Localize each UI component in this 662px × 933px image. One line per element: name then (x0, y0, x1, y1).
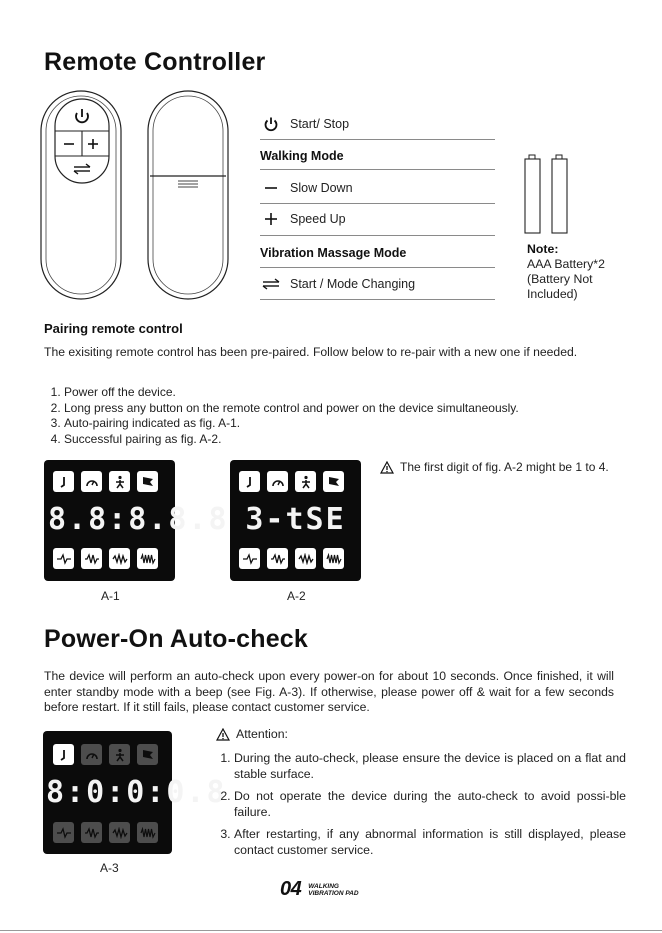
vibration-level-2-icon (267, 548, 288, 569)
warning-icon (380, 461, 394, 474)
timer-icon (239, 471, 260, 492)
vibration-level-1-icon (53, 548, 74, 569)
attention-list (216, 750, 626, 864)
list-item: 4. Successful pairing as fig. A-2. (64, 432, 644, 448)
list-item: 3. Auto-pairing indicated as fig. A-1. (64, 416, 644, 432)
list-item: 2. Long press any button on the remote control and power on the device simultaneously. (64, 401, 644, 417)
segment-display: 8:0:0:0.8 (46, 775, 227, 810)
vibration-level-3-icon (109, 822, 130, 843)
vibration-level-4-icon (137, 548, 158, 569)
minus-icon (260, 181, 282, 195)
legend-slow-down: Slow Down (260, 172, 495, 204)
remote-back-illustration (147, 90, 231, 302)
page-bottom-rule (0, 930, 662, 931)
list-item: 3. After restarting, if any abnormal information is still displayed, please contact customer service. (234, 826, 626, 858)
vibration-level-3-icon (295, 548, 316, 569)
vibration-level-2-icon (81, 548, 102, 569)
figure-caption-a2: A-2 (287, 589, 306, 603)
display-panel-a2 (230, 460, 361, 581)
speed-icon (81, 744, 102, 765)
attention-label: Attention: (216, 727, 288, 741)
display-panel-a3 (43, 731, 227, 854)
mode-switch-icon (260, 278, 282, 290)
walker-icon (109, 744, 130, 765)
segment-display: 3-tSE (245, 502, 346, 537)
page-number: 04 (280, 878, 302, 900)
battery-note: Note: AAA Battery*2 (Battery Not Included) (527, 242, 605, 301)
vibration-level-2-icon (81, 822, 102, 843)
plus-icon (260, 212, 282, 226)
figure-caption-a3: A-3 (100, 861, 119, 875)
figure-tip: The first digit of fig. A-2 might be 1 to 4. (380, 460, 609, 474)
timer-icon (53, 744, 74, 765)
speed-icon (267, 471, 288, 492)
legend-vibration-mode: Vibration Massage Mode (260, 238, 495, 268)
list-item: 2. Do not operate the device during the auto-check to avoid possi-ble failure. (234, 788, 626, 820)
autocheck-intro: The device will perform an auto-check upon every power-on for about 10 seconds. Once finished, it will enter standby mode with a beep (see Fig. A-3). If otherwise, please power off & wait for a few seconds before restart. If it still fails, please contact customer service. (44, 669, 614, 714)
pairing-heading: Pairing remote control (44, 321, 183, 336)
pairing-steps (46, 385, 644, 447)
brand-mark: WALKING VIBRATION PAD (308, 882, 359, 897)
remote-front-illustration (40, 90, 124, 302)
flag-icon (137, 744, 158, 765)
pairing-intro: The exisiting remote control has been pre-paired. Follow below to re-pair with a new one if needed. (44, 345, 578, 359)
vibration-level-1-icon (239, 548, 260, 569)
legend-start-stop: Start/ Stop (260, 108, 495, 140)
battery-icon (524, 152, 574, 236)
flag-icon (323, 471, 344, 492)
speed-icon (81, 471, 102, 492)
vibration-level-4-icon (323, 548, 344, 569)
power-icon (260, 116, 282, 132)
warning-icon (216, 728, 230, 741)
page-footer (280, 878, 359, 901)
figure-caption-a1: A-1 (101, 589, 120, 603)
segment-display: 8.8:8.8.8 (48, 502, 229, 537)
timer-icon (53, 471, 74, 492)
vibration-level-1-icon (53, 822, 74, 843)
legend-speed-up: Speed Up (260, 203, 495, 236)
walker-icon (295, 471, 316, 492)
vibration-level-3-icon (109, 548, 130, 569)
flag-icon (137, 471, 158, 492)
legend-mode-changing: Start / Mode Changing (260, 268, 495, 300)
legend-walking-mode: Walking Mode (260, 142, 495, 170)
display-panel-a1 (44, 460, 229, 581)
vibration-level-4-icon (137, 822, 158, 843)
section-title: Power-On Auto-check (44, 625, 309, 653)
page-title: Remote Controller (44, 48, 266, 76)
list-item: 1. Power off the device. (64, 385, 644, 401)
list-item: 1. During the auto-check, please ensure the device is placed on a flat and stable surface. (234, 750, 626, 782)
walker-icon (109, 471, 130, 492)
